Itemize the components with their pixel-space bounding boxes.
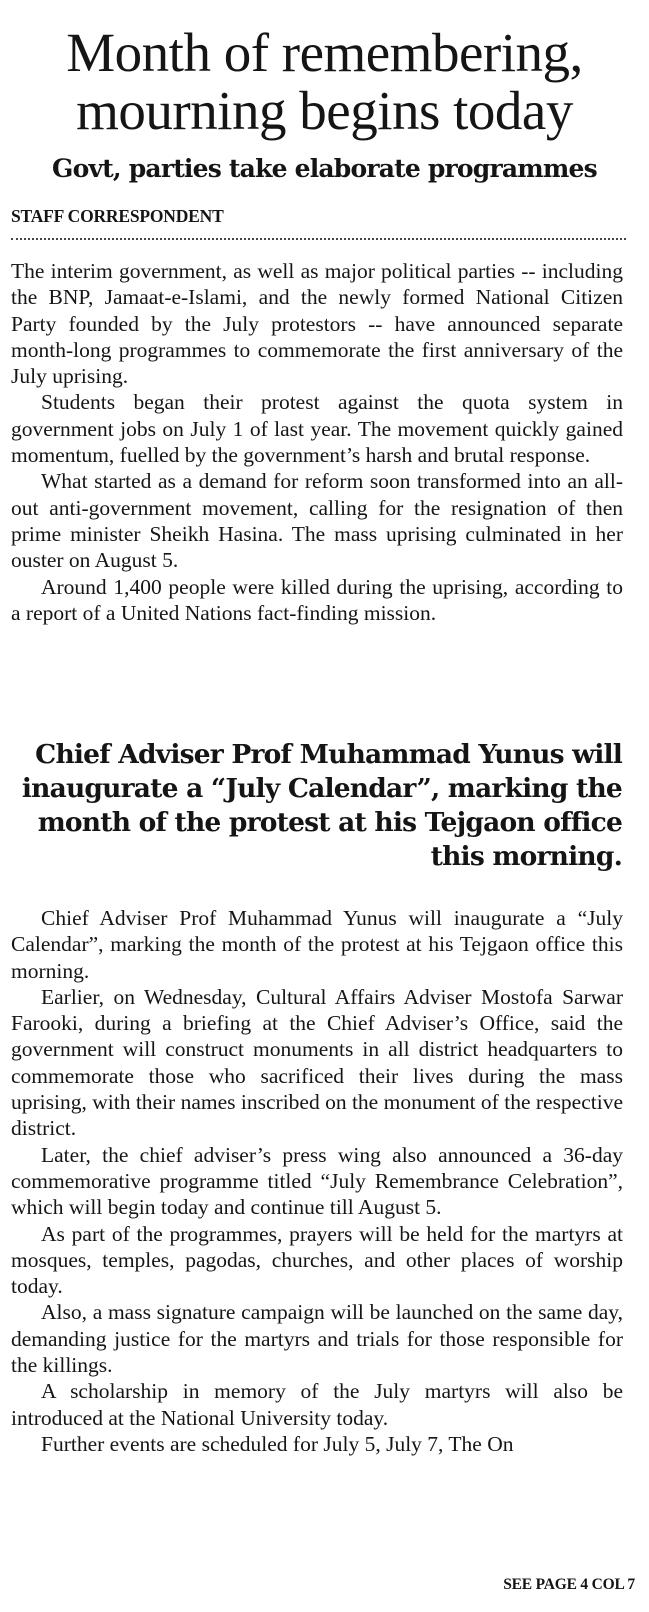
article-body-part-1 xyxy=(11,258,623,626)
body-paragraph: Chief Adviser Prof Muhammad Yunus will inaugurate a “July Calendar”, marking the month of the protest at his Tejgaon office this morning. xyxy=(11,906,623,983)
body-paragraph: A scholarship in memory of the July martyrs will also be introduced at the National University today. xyxy=(11,1379,623,1430)
article-body-part-2 xyxy=(11,905,623,1457)
subheadline: Govt, parties take elaborate programmes xyxy=(52,154,597,183)
body-paragraph: Students began their protest against the quota system in government jobs on July 1 of last year. The movement quickly gained momentum, fuelled by the government’s harsh and brutal response. xyxy=(11,390,623,468)
body-paragraph: Around 1,400 people were killed during the uprising, according to a report of a United Nations fact-finding mission. xyxy=(11,574,623,625)
body-paragraph: What started as a demand for reform soon transformed into an all-out anti-government movement, calling for the resignation of then prime minister Sheikh Hasina. The mass uprising culminated in her ouster on August 5. xyxy=(11,469,623,573)
byline: STAFF CORRESPONDENT xyxy=(11,206,224,226)
body-paragraph: Further events are scheduled for July 5, July 7, The On xyxy=(41,1431,514,1456)
headline-text: Month of remembering, mourning begins today xyxy=(66,22,583,141)
pull-quote: Chief Adviser Prof Muhammad Yunus will inaugurate a “July Calendar”, marking the month of the protest at his Tejgaon office this morning. xyxy=(21,739,622,872)
body-paragraph: Earlier, on Wednesday, Cultural Affairs Adviser Mostofa Sarwar Farooki, during a briefing at the Chief Adviser’s Office, said the government will construct monuments in all district headquarters to commemorate those who sacrificed their lives during the mass uprising, with their names inscribed on the monument of the respective district. xyxy=(11,984,624,1141)
body-paragraph: Later, the chief adviser’s press wing also announced a 36-day commemorative programme titled “July Remembrance Celebration”, which will begin today and continue till August 5. xyxy=(11,1142,623,1220)
dotted-divider xyxy=(11,238,626,240)
body-paragraph: As part of the programmes, prayers will be held for the martyrs at mosques, temples, pagodas, churches, and other places of worship today. xyxy=(11,1221,623,1299)
body-paragraph: Also, a mass signature campaign will be launched on the same day, demanding justice for the martyrs and trials for those responsible for the killings. xyxy=(11,1300,623,1378)
body-paragraph: The interim government, as well as major political parties -- including the BNP, Jamaat-e-Islami, and the newly formed National Citizen Party founded by the July protestors -- have announced separate month-long programmes to commemorate the first anniversary of the July uprising. xyxy=(11,259,623,389)
continuation-jump-line: SEE PAGE 4 COL 7 xyxy=(503,1576,635,1593)
headline xyxy=(0,24,649,140)
